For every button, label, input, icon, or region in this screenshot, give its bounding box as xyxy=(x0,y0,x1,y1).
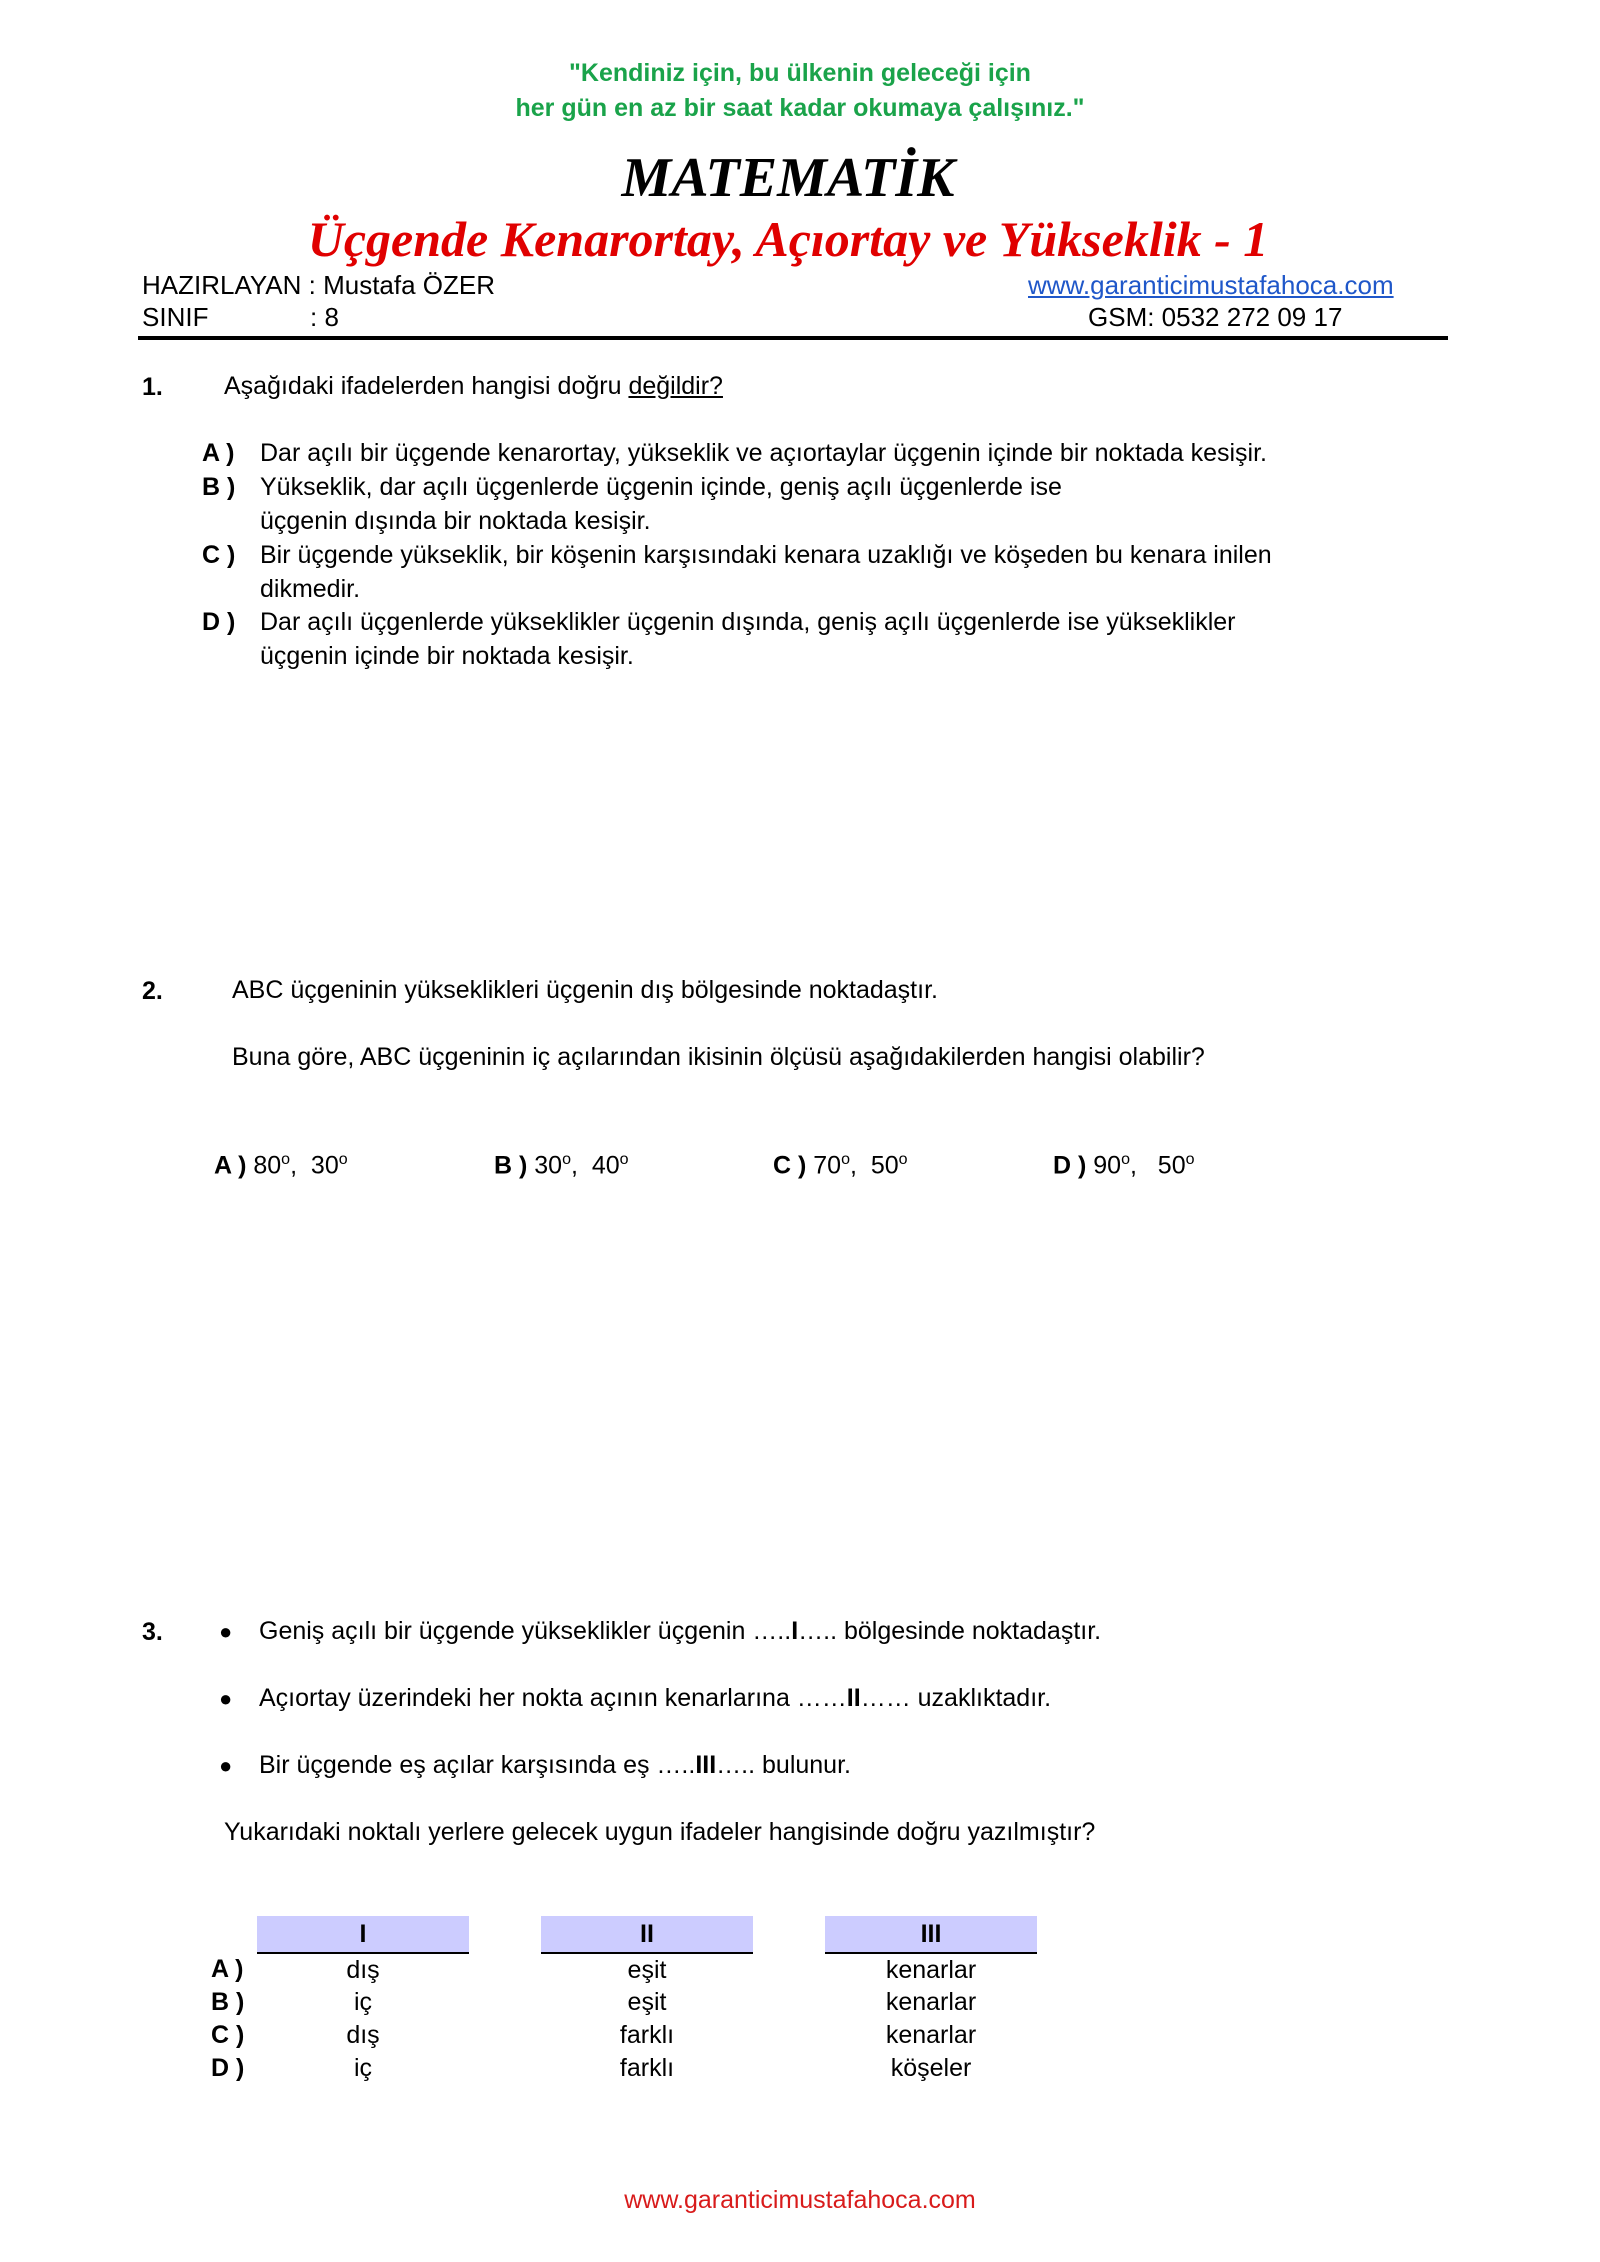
question-1-stem-negation: değildir? xyxy=(628,372,723,400)
question-1-option-a[interactable] xyxy=(202,436,1462,470)
subject-title: MATEMATİK xyxy=(621,147,955,209)
cell-iii: kenarlar xyxy=(885,1988,977,2016)
option-letter: A ) xyxy=(202,439,235,467)
option-text: Yükseklik, dar açılı üçgenlerde üçgenin içinde, geniş açılı üçgenlerde ise xyxy=(260,473,1062,501)
angle-value: 30 xyxy=(534,1151,563,1180)
question-2-option-c[interactable]: C ) 70$^o$, 50$^o$ xyxy=(773,1151,908,1180)
header-divider xyxy=(138,336,1448,340)
column-header-iii: III xyxy=(825,1916,1037,1953)
degree-symbol: o xyxy=(1185,1151,1195,1168)
degree-symbol: o xyxy=(841,1151,850,1168)
question-2-option-d[interactable]: D ) 90$^o$, 50$^o$ xyxy=(1053,1151,1195,1180)
degree-symbol: o xyxy=(619,1151,629,1168)
bullet-icon: ● xyxy=(219,1686,233,1711)
angle-value: 90 xyxy=(1093,1151,1122,1180)
table-row-b[interactable] xyxy=(210,1986,1037,2019)
class-label: SINIF xyxy=(142,302,209,332)
question-1-stem xyxy=(224,369,723,403)
table-header-row xyxy=(210,1916,1037,1953)
option-text-continued: üçgenin içinde bir noktada kesişir. xyxy=(260,642,634,670)
angle-value: 50 xyxy=(1157,1151,1186,1180)
question-3-bullet-1 xyxy=(219,1614,1102,1649)
column-header-i: I xyxy=(257,1916,469,1953)
cell-ii: farklı xyxy=(619,2021,675,2049)
cell-iii: kenarlar xyxy=(885,1955,977,1984)
question-1-stem-text: Aşağıdaki ifadelerden hangisi doğru xyxy=(224,372,629,400)
question-2-option-b[interactable]: B ) 30$^o$, 40$^o$ xyxy=(494,1151,629,1180)
table-row-c[interactable] xyxy=(210,2019,1037,2052)
cell-ii: eşit xyxy=(627,1955,667,1984)
bullet-text: ….. bulunur. xyxy=(716,1751,851,1779)
cell-i: iç xyxy=(353,2054,373,2082)
degree-symbol: o xyxy=(898,1151,908,1168)
degree-symbol: o xyxy=(1121,1151,1130,1168)
bullet-text: ….. bölgesinde noktadaştır. xyxy=(798,1617,1102,1645)
row-letter: A ) xyxy=(211,1955,244,1983)
topic-title: Üçgende Kenarortay, Açıortay ve Yükseklik - 1 xyxy=(307,211,1269,267)
angle-value: 50 xyxy=(870,1151,899,1180)
degree-symbol: o xyxy=(338,1151,348,1168)
author-label: HAZIRLAYAN : Mustafa ÖZER xyxy=(142,270,496,300)
option-letter: C ) xyxy=(202,541,236,569)
question-3-bullet-3 xyxy=(219,1748,851,1783)
table-row-d[interactable] xyxy=(210,2052,1037,2085)
angle-value: 70 xyxy=(813,1151,842,1180)
option-letter: D ) xyxy=(202,608,236,636)
angle-value: 80 xyxy=(253,1151,282,1180)
cell-i: dış xyxy=(346,1955,380,1984)
option-text: Bir üçgende yükseklik, bir köşenin karşısındaki kenara uzaklığı ve köşeden bu kenara inilen xyxy=(260,541,1272,569)
bullet-text: Geniş açılı bir üçgende yükseklikler üçgenin ….. xyxy=(259,1617,792,1645)
angle-value: 30 xyxy=(310,1151,339,1180)
question-1-option-d[interactable] xyxy=(202,605,1462,673)
row-letter: C ) xyxy=(211,2021,245,2049)
gsm-number: GSM: 0532 272 09 17 xyxy=(1088,302,1343,332)
question-3-number: 3. xyxy=(142,1618,163,1646)
question-2-number: 2. xyxy=(142,977,163,1005)
blank-mark: I xyxy=(791,1617,799,1645)
option-text: Dar açılı üçgenlerde yükseklikler üçgenin dışında, geniş açılı üçgenlerde ise yükseklikler xyxy=(260,608,1236,636)
question-2-option-a[interactable]: A ) 80$^o$, 30$^o$ xyxy=(214,1151,348,1180)
footer-website[interactable]: www.garanticimustafahoca.com xyxy=(624,2186,976,2214)
bullet-text: Bir üçgende eş açılar karşısında eş ….. xyxy=(259,1751,696,1779)
question-1-number: 1. xyxy=(142,373,163,401)
blank-mark: III xyxy=(695,1751,717,1779)
cell-ii: eşit xyxy=(627,1988,667,2016)
option-letter: A ) xyxy=(214,1151,247,1180)
bullet-text: …… uzaklıktadır. xyxy=(860,1684,1052,1712)
cell-iii: köşeler xyxy=(890,2054,972,2082)
cell-i: dış xyxy=(346,2021,380,2049)
motto-line-1: "Kendiniz için, bu ülkenin geleceği için xyxy=(569,59,1031,87)
question-2-stem: Buna göre, ABC üçgeninin iç açılarından ikisinin ölçüsü aşağıdakilerden hangisi olabilir? xyxy=(232,1043,1205,1071)
question-3-bullet-2 xyxy=(219,1681,1052,1716)
option-text-continued: üçgenin dışında bir noktada kesişir. xyxy=(260,507,651,535)
question-3-answer-table xyxy=(210,1916,1037,2085)
website-link[interactable]: www.garanticimustafahoca.com xyxy=(1028,270,1394,300)
cell-i: iç xyxy=(353,1988,373,2016)
row-letter: D ) xyxy=(211,2054,245,2082)
degree-symbol: o xyxy=(281,1151,291,1168)
question-1-option-c[interactable] xyxy=(202,538,1462,606)
question-1-option-b[interactable] xyxy=(202,470,1462,538)
angle-value: 40 xyxy=(591,1151,620,1180)
option-letter: D ) xyxy=(1053,1151,1087,1180)
bullet-icon: ● xyxy=(219,1753,233,1778)
question-2-premise: ABC üçgeninin yükseklikleri üçgenin dış bölgesinde noktadaştır. xyxy=(232,976,938,1004)
option-letter: C ) xyxy=(773,1151,807,1180)
degree-symbol: o xyxy=(562,1151,571,1168)
option-text-continued: dikmedir. xyxy=(260,575,361,603)
bullet-icon: ● xyxy=(219,1619,233,1644)
table-row-a[interactable] xyxy=(210,1953,1037,1986)
cell-iii: kenarlar xyxy=(885,2021,977,2049)
option-text: Dar açılı bir üçgende kenarortay, yükseklik ve açıortaylar üçgenin içinde bir noktada kesişir. xyxy=(260,439,1267,467)
column-header-ii: II xyxy=(541,1916,753,1953)
class-value: : 8 xyxy=(310,302,339,332)
question-3-stem: Yukarıdaki noktalı yerlere gelecek uygun ifadeler hangisinde doğru yazılmıştır? xyxy=(224,1818,1096,1846)
motto-line-2: her gün en az bir saat kadar okumaya çalışınız." xyxy=(515,94,1085,122)
option-letter: B ) xyxy=(202,473,236,501)
cell-ii: farklı xyxy=(619,2054,675,2082)
blank-mark: II xyxy=(846,1684,861,1712)
bullet-text: Açıortay üzerindeki her nokta açının kenarlarına …… xyxy=(259,1684,847,1712)
row-letter: B ) xyxy=(211,1988,245,2016)
option-letter: B ) xyxy=(494,1151,528,1180)
